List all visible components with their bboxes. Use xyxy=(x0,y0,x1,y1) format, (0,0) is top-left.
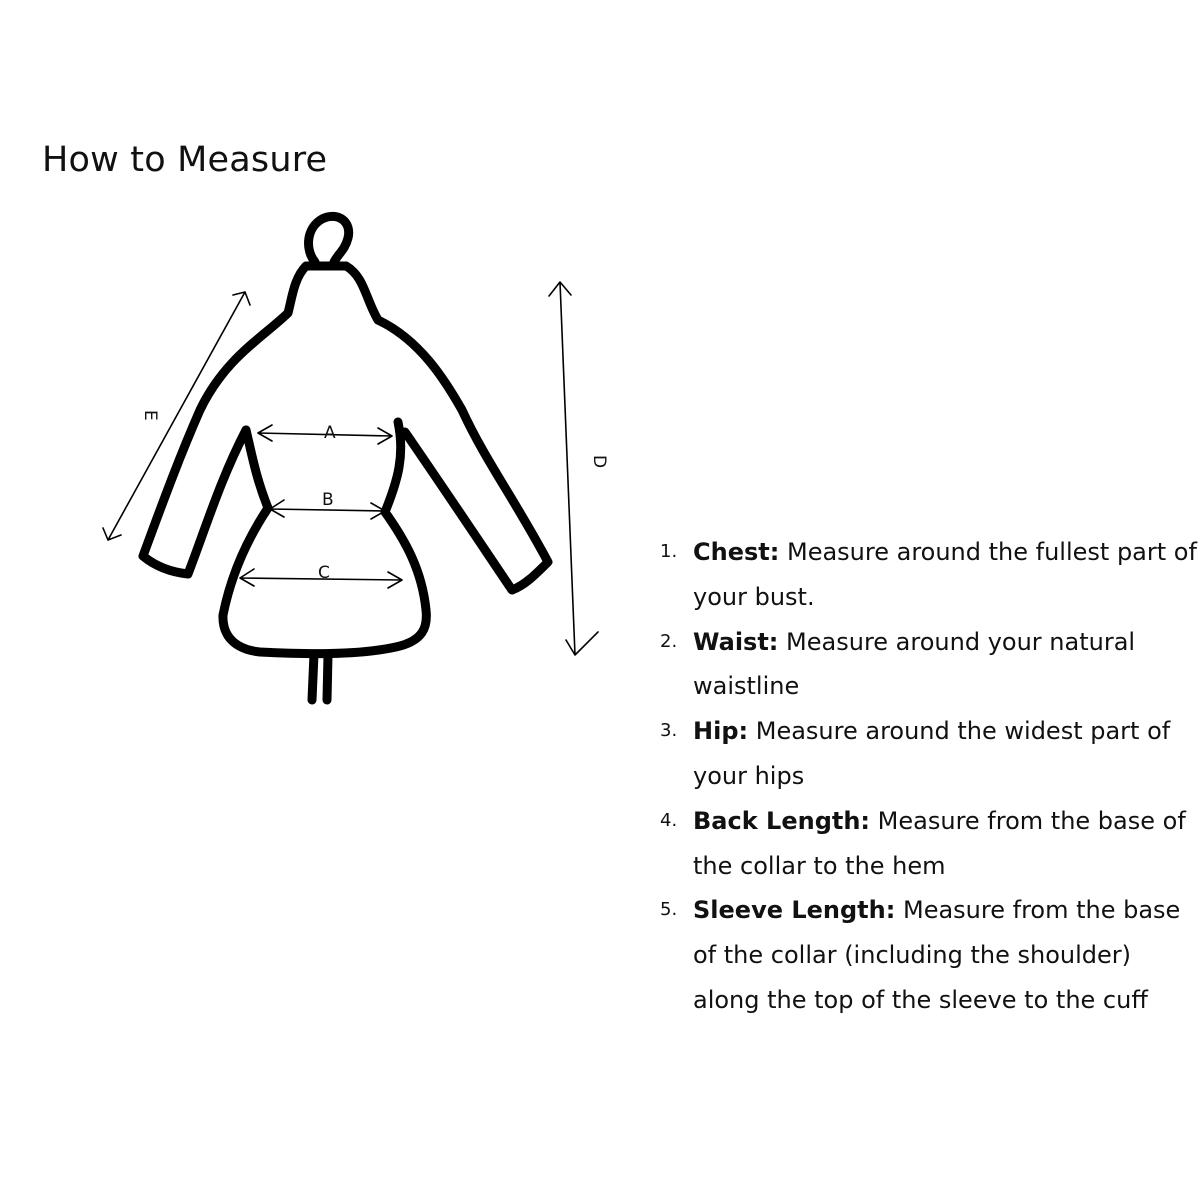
list-item-text: Measure around the fullest part of your bust. xyxy=(693,538,1197,611)
list-item-text: Measure from the base of the collar to the hem xyxy=(693,806,1186,880)
hanger-hook-shape xyxy=(309,216,349,262)
label-b: B xyxy=(322,490,334,510)
list-item-number: 1. xyxy=(660,541,678,562)
label-d: D xyxy=(589,455,609,469)
garment-outline xyxy=(143,216,548,700)
list-item-text: Measure from the base of the collar (including the shoulder) along the top of the sleeve to the cuff xyxy=(693,896,1181,1014)
right-sleeve-shape xyxy=(346,266,548,590)
list-item xyxy=(660,888,1200,1022)
list-item-term: Waist: xyxy=(693,627,779,656)
body-shape xyxy=(223,422,426,654)
list-item-number: 2. xyxy=(660,630,678,652)
sleeve-length-arrow xyxy=(103,292,250,540)
list-item-text: Measure around your natural waistline xyxy=(693,627,1136,701)
stand-pole-shape xyxy=(312,654,328,700)
label-c: C xyxy=(318,563,330,583)
list-item-term: Chest: xyxy=(693,538,780,566)
list-item-number: 3. xyxy=(660,720,678,742)
label-e: E xyxy=(140,410,160,421)
measurement-instructions xyxy=(660,530,1200,1023)
left-sleeve-shape xyxy=(143,266,306,574)
list-item xyxy=(660,709,1200,799)
list-item-term: Back Length: xyxy=(693,806,871,835)
list-item xyxy=(660,799,1200,889)
label-a: A xyxy=(324,423,336,443)
list-item xyxy=(660,530,1200,620)
list-item-text: Measure around the widest part of your hips xyxy=(693,717,1171,790)
list-item-number: 4. xyxy=(660,809,678,831)
list-item xyxy=(660,620,1200,710)
list-item-term: Sleeve Length: xyxy=(693,896,896,925)
back-length-arrow xyxy=(549,282,598,655)
list-item-term: Hip: xyxy=(693,717,749,746)
page-title: How to Measure xyxy=(42,140,328,180)
list-item-number: 5. xyxy=(660,899,678,921)
